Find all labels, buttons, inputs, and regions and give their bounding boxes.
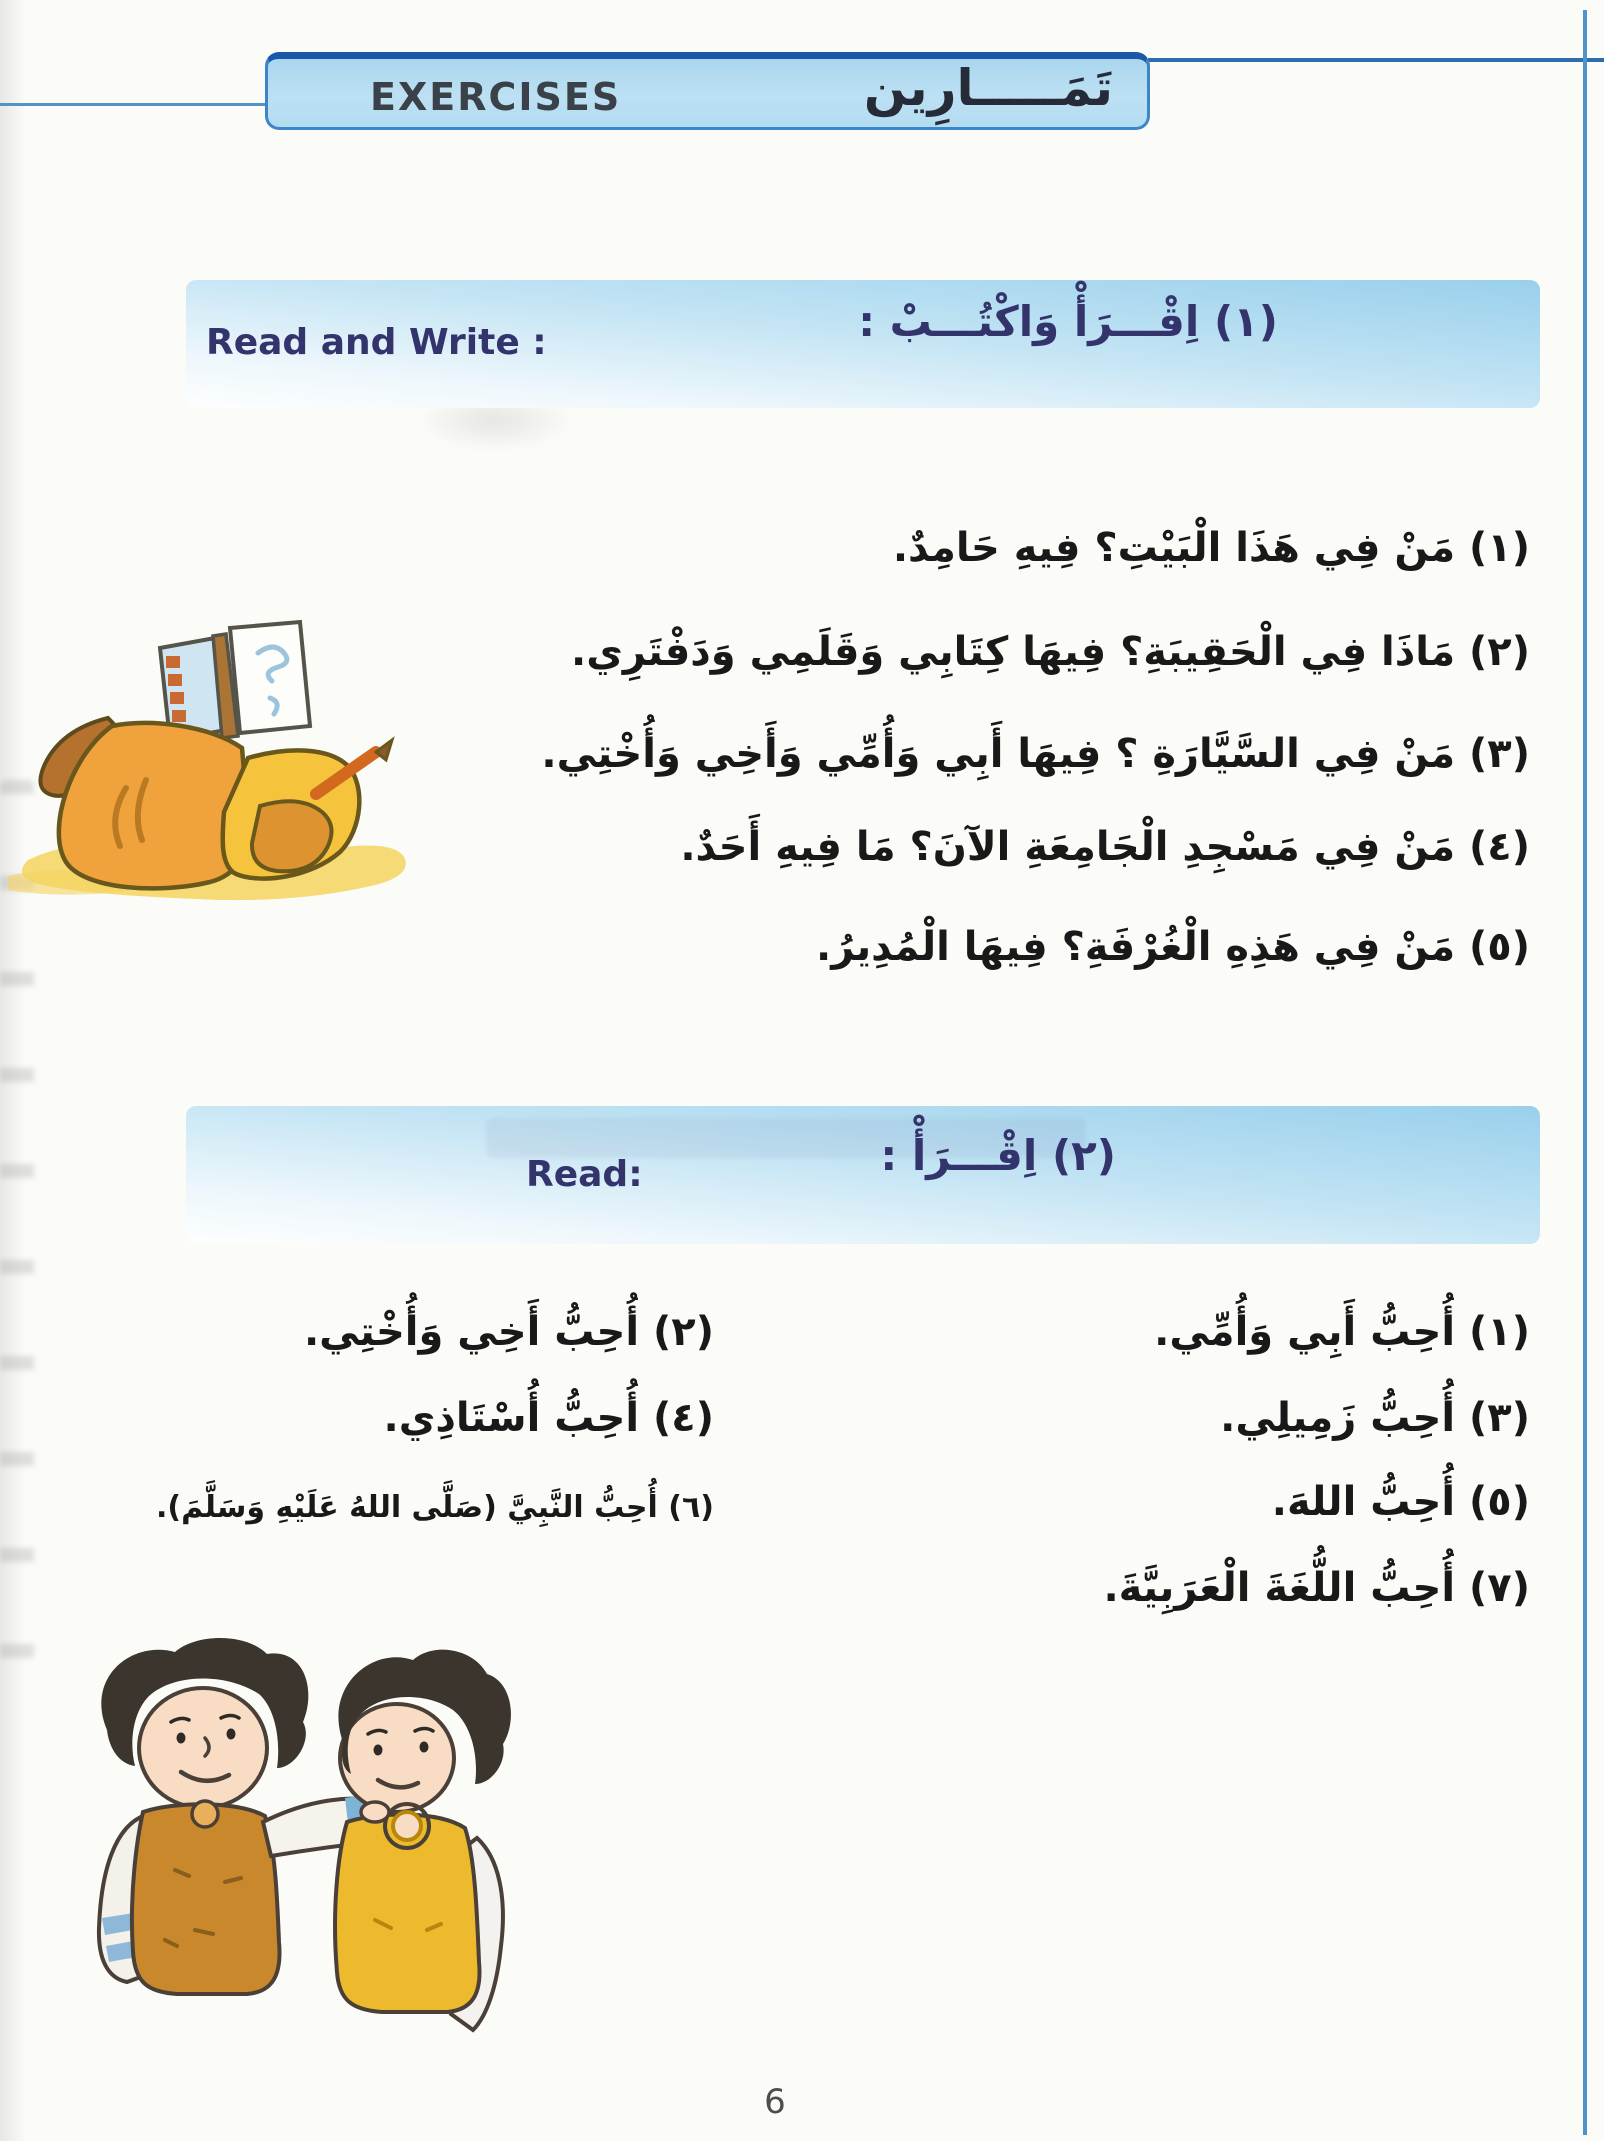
exercise2-sentence-2: (٢) أُحِبُّ أَخِي وَأُخْتِي. — [303, 1309, 714, 1355]
exercise2-sentence-5: (٥) أُحِبُّ اللهَ. — [1271, 1479, 1530, 1525]
exercise2-sentence-4: (٤) أُحِبُّ أُسْتَاذِي. — [383, 1395, 714, 1441]
header-title-arabic: تَمَـــــارِين — [863, 59, 1113, 117]
section1-heading-arabic: (١) اِقْـــرَأْ وَاكْتُـــبْ : — [858, 297, 1278, 346]
section1-heading-bar — [186, 280, 1540, 408]
exercise1-sentence-2: (٢) مَاذَا فِي الْحَقِيبَةِ؟ فِيهَا كِتَابِي وَقَلَمِي وَدَفْتَرِي. — [571, 629, 1530, 675]
exercise1-sentence-4: (٤) مَنْ فِي مَسْجِدِ الْجَامِعَةِ الآنَ؟ مَا فِيهِ أَحَدٌ. — [680, 824, 1530, 870]
page-number: 6 — [764, 2082, 786, 2122]
exercise1-sentence-3: (٣) مَنْ فِي السَّيَّارَةِ ؟ فِيهَا أَبِي وَأُمِّي وَأَخِي وَأُخْتِي. — [541, 731, 1530, 777]
section2-heading-english: Read: — [526, 1154, 643, 1195]
header-title-english: EXERCISES — [370, 75, 622, 119]
school-bag-illustration — [8, 598, 408, 923]
section2-heading-arabic: (٢) اِقْـــرَأْ : — [880, 1131, 1116, 1180]
exercises-header-box — [265, 52, 1150, 130]
section2-heading-bar — [186, 1106, 1540, 1244]
exercise1-sentence-1: (١) مَنْ فِي هَذَا الْبَيْتِ؟ فِيهِ حَامِدٌ. — [892, 525, 1530, 571]
exercise2-sentence-3: (٣) أُحِبُّ زَمِيلِي. — [1220, 1395, 1530, 1441]
two-boys-illustration — [45, 1630, 535, 2070]
exercise2-sentence-7: (٧) أُحِبُّ اللُّغَةَ الْعَرَبِيَّةَ. — [1103, 1565, 1530, 1611]
exercise2-sentence-6: (٦) أُحِبُّ النَّبِيَّ (صَلَّى اللهُ عَلَيْهِ وَسَلَّمَ). — [156, 1490, 714, 1525]
exercise2-sentence-1: (١) أُحِبُّ أَبِي وَأُمِّي. — [1154, 1309, 1530, 1355]
top-right-rule-line — [1148, 58, 1604, 62]
top-left-rule-line — [0, 103, 268, 106]
exercise1-sentence-5: (٥) مَنْ فِي هَذِهِ الْغُرْفَةِ؟ فِيهَا الْمُدِيرُ. — [816, 924, 1530, 970]
section1-heading-english: Read and Write : — [206, 322, 547, 363]
right-border-line — [1583, 10, 1587, 2135]
